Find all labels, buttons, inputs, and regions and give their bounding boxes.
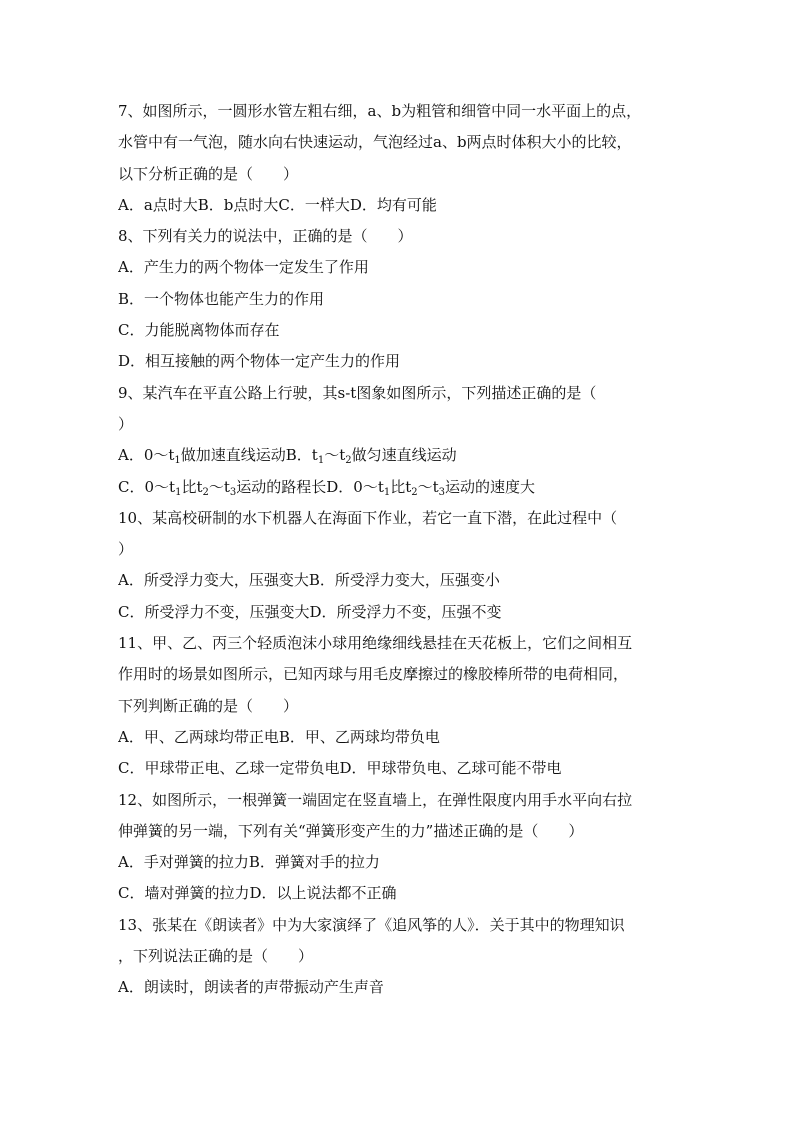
question-stem-line: ）	[118, 540, 134, 559]
option-line: A．产生力的两个物体一定发生了作用	[118, 258, 369, 277]
question-stem-line: 9、某汽车在平直公路上行驶，其s-t图象如图所示，下列描述正确的是（	[118, 383, 597, 402]
question-7	[118, 96, 678, 221]
question-13	[118, 910, 678, 1004]
question-stem-line: ）	[118, 414, 134, 433]
question-stem-line: 以下分析正确的是（ ）	[118, 164, 299, 183]
option-line: A．手对弹簧的拉力B．弹簧对手的拉力	[118, 853, 380, 872]
question-12	[118, 785, 678, 910]
question-stem-line: 下列判断正确的是（ ）	[118, 696, 299, 715]
question-8	[118, 221, 678, 377]
question-stem-line: 11、甲、乙、丙三个轻质泡沫小球用绝缘细线悬挂在天花板上，它们之间相互	[118, 634, 633, 653]
question-stem-line: 作用时的场景如图所示，已知丙球与用毛皮摩擦过的橡胶棒所带的电荷相同，	[118, 665, 629, 684]
question-stem-line: 水管中有一气泡，随水向右快速运动，气泡经过a、b两点时体积大小的比较，	[118, 133, 632, 152]
option-line: C．甲球带正电、乙球一定带负电D．甲球带负电、乙球可能不带电	[118, 759, 562, 778]
question-11	[118, 628, 678, 784]
option-line: A．$0\sim t_1$做加速直线运动B．$t_1\sim t_2$做匀速直线运动	[118, 446, 457, 467]
option-line: A．朗读时，朗读者的声带振动产生声音	[118, 978, 384, 997]
option-line: A．所受浮力变大，压强变大B．所受浮力变大，压强变小	[118, 571, 500, 590]
question-stem-line: 伸弹簧的另一端，下列有关“弹簧形变产生的力”描述正确的是（ ）	[118, 821, 584, 840]
option-line: A．甲、乙两球均带正电B．甲、乙两球均带负电	[118, 727, 440, 746]
exam-page	[118, 96, 678, 1004]
question-stem-line: 8、下列有关力的说法中，正确的是（ ）	[118, 227, 413, 246]
question-stem-line: 13、张某在《朗读者》中为大家演绎了《追风筝的人》．关于其中的物理知识	[118, 915, 625, 934]
question-9	[118, 378, 678, 503]
question-stem-line: 12、如图所示，一根弹簧一端固定在竖直墙上，在弹性限度内用手水平向右拉	[118, 790, 633, 809]
question-stem-line: 7、如图所示，一圆形水管左粗右细，a、b为粗管和细管中同一水平面上的点，	[118, 102, 642, 120]
option-line: C．$0\sim t_1$比$t_2\sim t_3$运动的路程长D．$0\sim t_1$比$t_2\sim t_3$运动的速度大	[118, 477, 536, 498]
question-stem-line: 10、某高校研制的水下机器人在海面下作业，若它一直下潜，在此过程中（	[118, 508, 618, 527]
option-line: C．力能脱离物体而存在	[118, 321, 280, 340]
question-stem-line: ，下列说法正确的是（ ）	[118, 947, 314, 966]
option-line: A．a点时大B．b点时大C．一样大D．均有可能	[118, 195, 437, 214]
option-line: C．所受浮力不变，压强变大D．所受浮力不变，压强不变	[118, 602, 502, 621]
question-10	[118, 503, 678, 628]
option-line: D．相互接触的两个物体一定产生力的作用	[118, 352, 401, 371]
option-line: C．墙对弹簧的拉力D．以上说法都不正确	[118, 884, 397, 903]
option-line: B．一个物体也能产生力的作用	[118, 289, 325, 308]
